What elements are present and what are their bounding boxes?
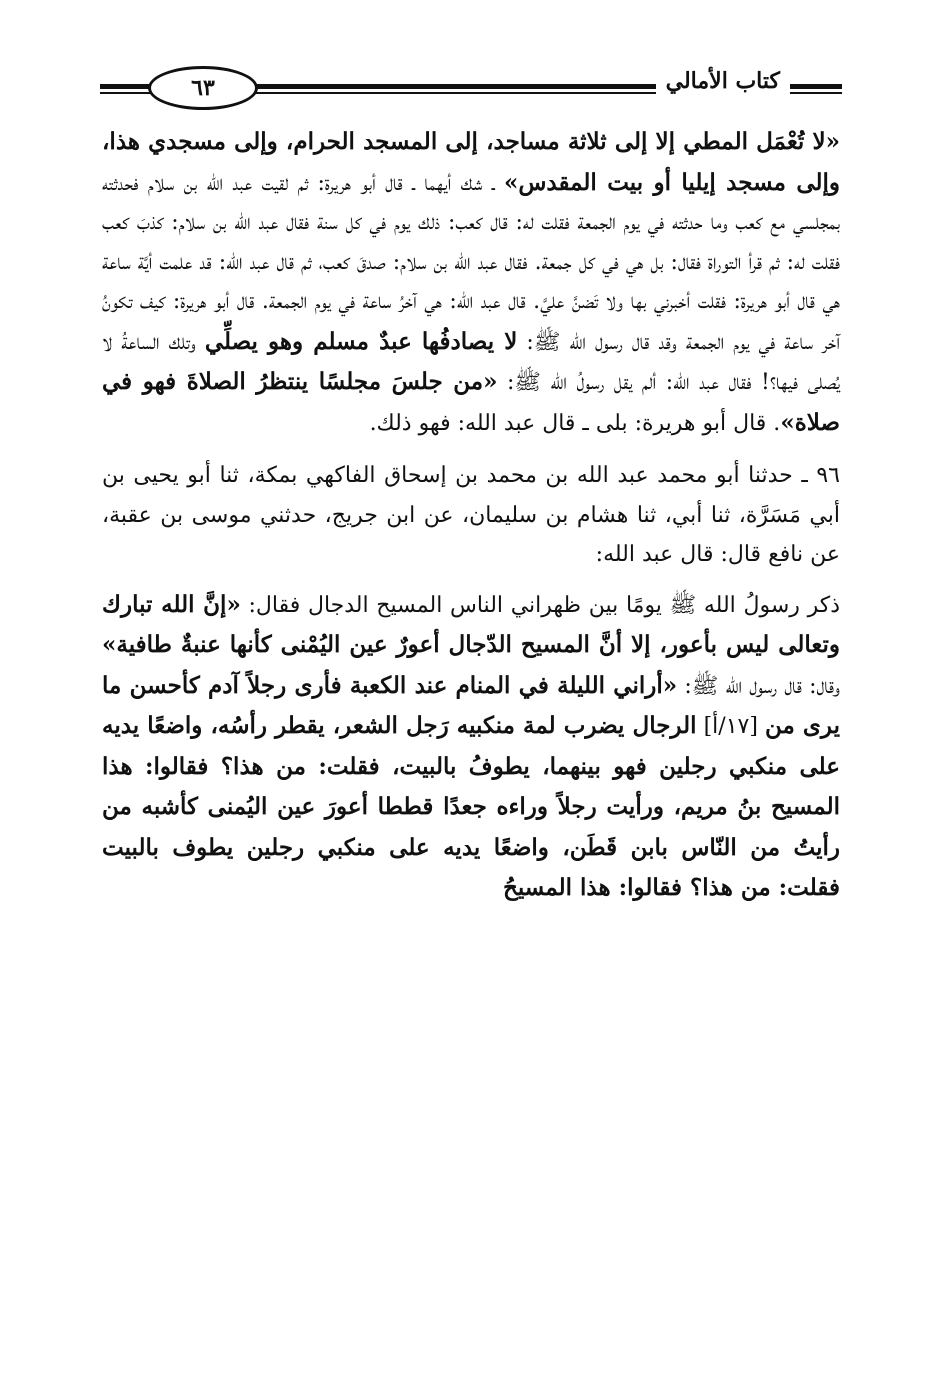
paragraph-1 [102,122,840,443]
paragraph-2 [102,456,840,575]
narration-text: . قال أبو هريرة: بلى ـ قال عبد الله: فهو ذلك. [369,410,781,436]
hadith-text: «من جلسَ مجلسًا ينتظرُ الصلاةَ فهو في صلاة» [102,368,840,436]
page-body [102,122,840,909]
hadith-text: الرجال يضرب لمة منكبيه رَجل الشعر، يقطر رأسُه، واضعًا يديه على منكبي رجلين فهو بينهما، يطوفُ بالبيت، فقلت: من هذا؟ فقالوا: هذا المسيح بنُ مريم، ورأيت رجلاً وراءه جعدًا قططا أعورَ عين اليُمنى كأشبه من رأيتُ من النّاس بابن قَطَن، واضعًا يديه على منكبي رجلين يطوف بالبيت فقلت: من هذا؟ فقالوا: هذا المسيحُ [102,712,840,901]
hadith-text: «إنَّ الله تبارك وتعالى ليس بأعور، إلا أنَّ المسيح الدّجال أعورٌ عين اليُمْنى كأنها عنبةٌ طافية» [102,590,840,658]
hadith-text: «لا تُعْمَل المطي إلا إلى ثلاثة مساجد، إلى المسجد الحرام، وإلى مسجدي هذا، وإلى مسجد إيليا أو بيت المقدس» [102,128,840,196]
folio-marker: [١٧/أ] [696,714,765,739]
page-number: ٦٣ [191,75,215,101]
narration-text: وقال: قال رسول الله ﷺ: [677,673,840,699]
narration-text: ذكر رسولُ الله ﷺ يومًا بين ظهراني الناس المسيح الدجال فقال: [240,592,840,618]
page-header [100,66,842,110]
paragraph-3 [102,585,840,909]
narration-text: وتلك الساعةُ لا يُصلى فيها؟! فقال عبد الله: ألم يقل رسولُ الله ﷺ: [102,329,841,395]
hadith-text: لا يصادفُها عبدٌ مسلم وهو يصلِّي [204,327,518,355]
page-number-badge [148,66,258,110]
isnad-text: ٩٦ ـ حدثنا أبو محمد عبد الله بن محمد بن إسحاق الفاكهي بمكة، ثنا أبو يحيى بن أبي مَسَرَّة، ثنا أبي، ثنا هشام بن سليمان، عن ابن جريج، حدثني موسى بن عقبة، عن نافع قال: قال عبد الله: [102,463,840,567]
narration-text: ـ شك أيهما ـ قال أبو هريرة: ثم لقيت عبد الله بن سلام فحدثته بمجلسي مع كعب وما حدثته في يوم الجمعة فقلت له: قال كعب: ذلك يوم في كل سنة فقال عبد الله بن سلام: كذبَ كعب فقلت له: ثم قرأ التوراة فقال: بل هي في كل جمعة. فقال عبد الله بن سلام: صدقَ كعب، ثم قال عبد الله: قد علمت أيَّة ساعة هي قال أبو هريرة: فقلت أخبرني بها ولا تَضنَّ عليَّ. قال عبد الله: هي آخرُ ساعة في يوم الجمعة. قال أبو هريرة: كيف تكونُ آخر ساعة في يوم الجمعة وقد قال رسول الله ﷺ: [102,170,840,355]
book-title: كتاب الأمالي [656,68,790,94]
hadith-text: «أراني الليلة في المنام عند الكعبة فأرى رجلاً آدم كأحسن ما يرى من [102,671,840,739]
